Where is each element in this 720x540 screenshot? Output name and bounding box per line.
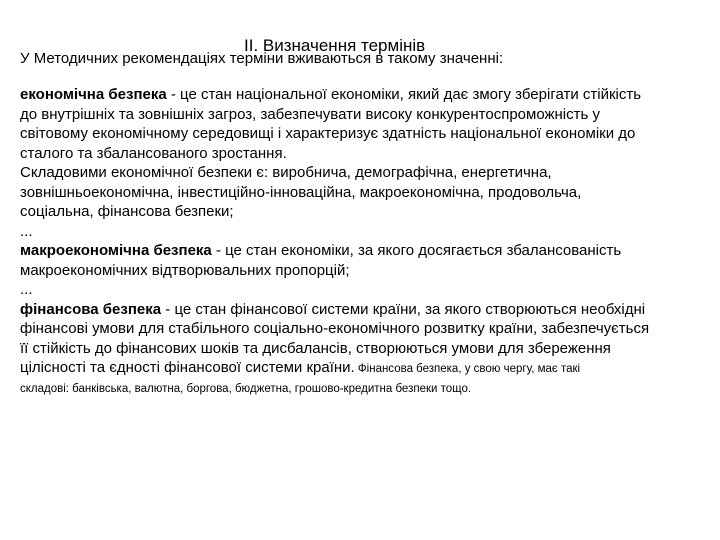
definition-line: макроекономічних відтворювальних пропорцій; <box>20 261 350 279</box>
definition-line <box>20 300 710 320</box>
slide-title: II. Визначення термінів <box>244 36 426 55</box>
definition-line: світовому економічному середовищі і характеризує здатність національної економіки до <box>20 125 636 142</box>
definition-line: фінансові умови для стабільного соціально-економічного розвитку країни, забезпечується <box>20 320 650 337</box>
intro-text: У Методичних рекомендаціях терміни вживаються в такому значенні: <box>20 50 504 67</box>
definition-line: до внутрішніх та зовнішніх загроз, забезпечувати високу конкурентоспроможність у <box>20 105 600 123</box>
definition-line: сталого та збалансованого зростання. <box>20 144 287 162</box>
definitions-body <box>20 85 710 399</box>
definition-line <box>20 358 710 380</box>
definition-line: її стійкість до фінансових шоків та дисбалансів, створюються умови для збереження <box>20 339 611 357</box>
definition-text: - це стан фінансової системи країни, за якого створюються необхідні <box>161 300 646 318</box>
note-text: Фінансова безпека, у свою чергу, має такі <box>354 363 581 375</box>
definition-text: цілісності та єдності фінансової системи країни. <box>20 359 355 376</box>
ellipsis: ... <box>20 222 33 240</box>
definition-line <box>20 241 710 261</box>
definition-line <box>20 85 710 105</box>
definition-text: - це стан національної економіки, який дає змогу зберігати стійкість <box>166 86 642 103</box>
term-financial-security: фінансова безпека <box>20 300 162 318</box>
components-line: соціальна, фінансова безпеки; <box>20 203 234 220</box>
term-macro-security: макроекономічна безпека <box>20 242 212 259</box>
components-line: Складовими економічної безпеки є: виробнича, демографічна, енергетична, <box>20 164 552 181</box>
note-line: складові: банківська, валютна, боргова, бюджетна, грошово-кредитна безпеки тощо. <box>20 382 472 395</box>
definition-text: - це стан економіки, за якого досягається збалансованість <box>211 242 622 259</box>
components-line: зовнішньоекономічна, інвестиційно-інноваційна, макроекономічна, продовольча, <box>20 183 582 201</box>
term-economic-security: економічна безпека <box>20 86 167 103</box>
ellipsis: ... <box>20 281 33 298</box>
